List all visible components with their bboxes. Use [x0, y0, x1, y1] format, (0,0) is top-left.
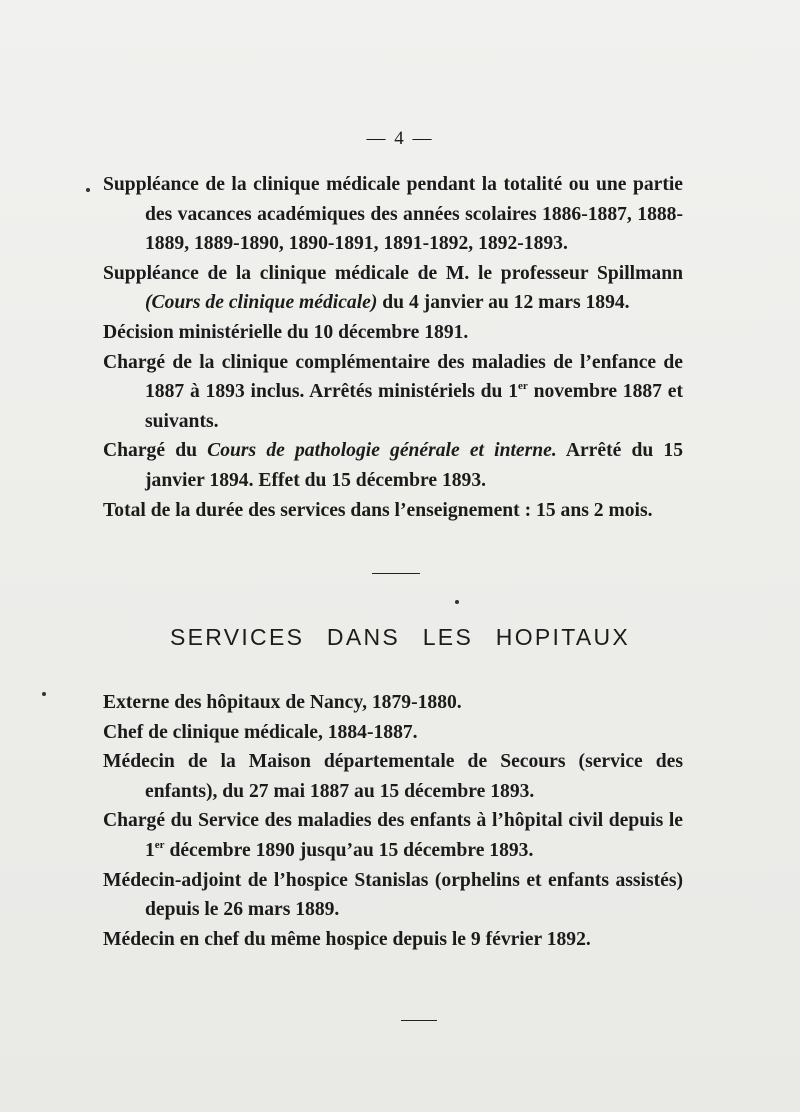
- teaching-entry-6: Total de la durée des services dans l’enseignement : 15 ans 2 mois.: [103, 499, 653, 521]
- hospital-entry-5: Médecin-adjoint de l’hospice Stanislas (orphelins et enfants assistés) depuis le 26 mars 1889.: [103, 869, 683, 921]
- hospital-entry-2: Chef de clinique médicale, 1884-1887.: [103, 721, 418, 743]
- course-title-italic: (Cours de clinique médicale): [145, 292, 378, 314]
- teaching-entry-5: Chargé du Cours de pathologie générale et interne. Arrêté du 15 janvier 1894. Effet du 15 décembre 1893.: [103, 440, 683, 491]
- hospital-entry-3: Médecin de la Maison départementale de Secours (service des enfants), du 27 mai 1887 au 15 décembre 1893.: [103, 751, 683, 802]
- hospital-services-list: [103, 688, 683, 954]
- teaching-services-list: [103, 170, 683, 525]
- section-heading: SERVICES DANS LES HOPITAUX: [169, 624, 631, 650]
- teaching-entry-1: Suppléance de la clinique médicale pendant la totalité ou une partie des vacances académiques des années scolaires 1886-1887, 1888-1889, 1889-1890, 1890-1891, 1891-1892, 1892-1893.: [103, 174, 683, 255]
- teaching-entry-2: Suppléance de la clinique médicale de M. le professeur Spillmann (Cours de clinique médicale) du 4 janvier au 12 mars 1894.: [103, 262, 683, 314]
- end-divider: [401, 1020, 437, 1021]
- ink-speck: [42, 692, 46, 696]
- ink-speck: [86, 188, 90, 192]
- ink-speck: [455, 600, 459, 604]
- course-title-italic: Cours de pathologie générale et interne.: [207, 440, 557, 462]
- page-number: — 4 —: [366, 128, 434, 149]
- section-divider: [372, 573, 420, 574]
- ordinal-superscript: er: [518, 380, 528, 393]
- hospital-entry-6: Médecin en chef du même hospice depuis le 9 février 1892.: [103, 928, 591, 950]
- ordinal-superscript: er: [154, 838, 165, 851]
- hospital-entry-4: Chargé du Service des maladies des enfants à l’hôpital civil depuis le 1er décembre 1890 jusqu’au 15 décembre 1893.: [103, 810, 683, 861]
- hospital-entry-1: Externe des hôpitaux de Nancy, 1879-1880.: [103, 692, 462, 713]
- teaching-entry-4: Chargé de la clinique complémentaire des maladies de l’enfance de 1887 à 1893 inclus. Arrêtés ministériels du 1er novembre 1887 et suivants.: [103, 351, 683, 432]
- teaching-entry-3: Décision ministérielle du 10 décembre 1891.: [103, 321, 469, 343]
